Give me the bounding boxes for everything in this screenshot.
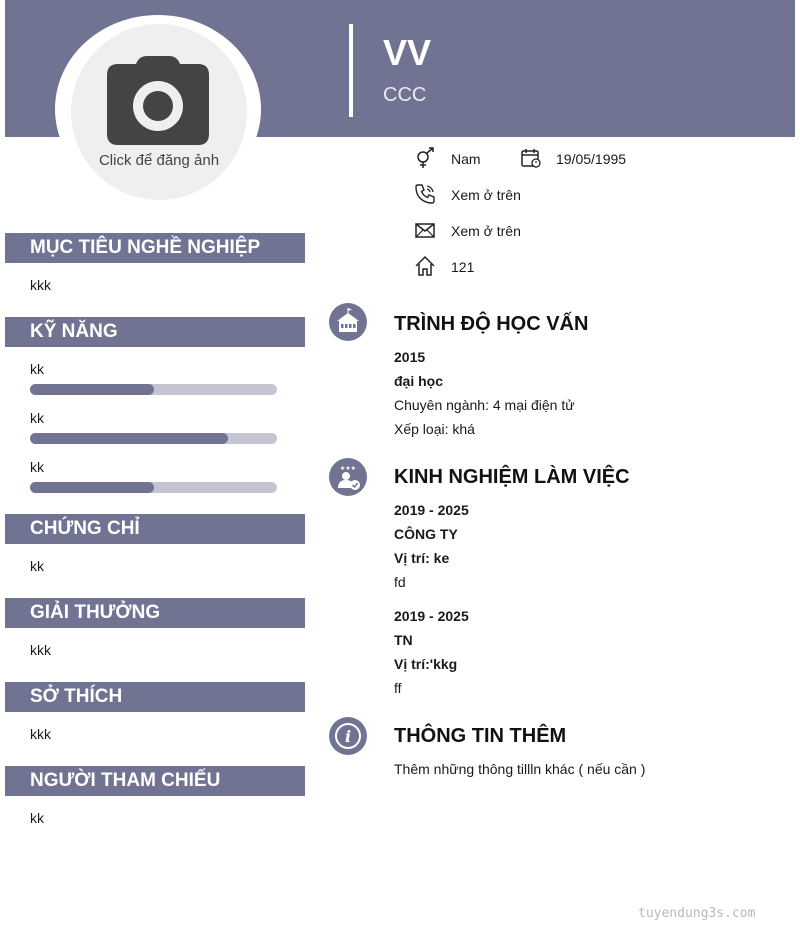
experience-position[interactable]: Vị trí:'kkg (394, 656, 458, 672)
education-school[interactable]: đại học (394, 373, 444, 389)
objective-heading: MỤC TIÊU NGHỀ NGHIỆP (5, 233, 305, 263)
experience-company[interactable]: CÔNG TY (394, 526, 458, 542)
experience-heading: KINH NGHIỆM LÀM VIỆC (394, 466, 630, 488)
certificates-heading: CHỨNG CHỈ (5, 514, 305, 544)
skill-label[interactable]: kk (30, 361, 44, 377)
education-year[interactable]: 2015 (394, 349, 426, 365)
experience-description[interactable]: fd (394, 574, 406, 590)
camera-icon (106, 54, 210, 146)
additional-text[interactable]: Thêm những thông tillln khác ( nếu cần ) (394, 761, 646, 777)
education-major[interactable]: Chuyên ngành: 4 mại điện tử (394, 397, 575, 413)
mail-icon (414, 219, 436, 241)
education-heading: TRÌNH ĐỘ HỌC VẤN (394, 313, 589, 335)
calendar-icon (520, 147, 542, 169)
info-icon (329, 717, 367, 755)
experience-company[interactable]: TN (394, 632, 413, 648)
phone-value[interactable]: Xem ở trên (451, 187, 521, 203)
additional-heading: THÔNG TIN THÊM (394, 725, 567, 747)
education-icon (329, 303, 367, 341)
skill-bar-fill (30, 384, 154, 395)
gender-icon (414, 147, 436, 169)
skill-bar (30, 384, 277, 395)
watermark: tuyendung3s.com (638, 906, 756, 921)
awards-text[interactable]: kkk (30, 642, 51, 658)
job-title[interactable]: CCC (383, 84, 427, 106)
experience-description[interactable]: ff (394, 680, 402, 696)
certificates-text[interactable]: kk (30, 558, 44, 574)
address-value[interactable]: 121 (451, 259, 475, 275)
experience-period[interactable]: 2019 - 2025 (394, 608, 469, 624)
avatar-upload[interactable] (71, 24, 247, 200)
education-grade[interactable]: Xếp loại: khá (394, 421, 475, 437)
experience-period[interactable]: 2019 - 2025 (394, 502, 469, 518)
skill-label[interactable]: kk (30, 459, 44, 475)
objective-text[interactable]: kkk (30, 277, 51, 293)
skill-label[interactable]: kk (30, 410, 44, 426)
birthday-value[interactable]: 19/05/1995 (556, 151, 627, 167)
references-heading: NGƯỜI THAM CHIẾU (5, 766, 305, 796)
home-icon (414, 255, 436, 277)
hobbies-text[interactable]: kkk (30, 726, 51, 742)
experience-icon (329, 458, 367, 496)
phone-icon (414, 183, 436, 205)
references-text[interactable]: kk (30, 810, 44, 826)
skill-bar (30, 433, 277, 444)
svg-text:★★★: ★★★ (339, 465, 357, 472)
candidate-name[interactable]: VV (383, 32, 432, 73)
experience-position[interactable]: Vị trí: ke (394, 550, 450, 566)
avatar-caption: Click để đăng ảnh (98, 152, 220, 169)
skills-heading: KỸ NĂNG (5, 317, 305, 347)
skill-bar-fill (30, 433, 228, 444)
gender-value[interactable]: Nam (451, 151, 481, 167)
skill-bar-fill (30, 482, 154, 493)
skill-bar (30, 482, 277, 493)
awards-heading: GIẢI THƯỞNG (5, 598, 305, 628)
hobbies-heading: SỞ THÍCH (5, 682, 305, 712)
header-divider (349, 24, 353, 117)
svg-text:i: i (344, 727, 352, 746)
email-value[interactable]: Xem ở trên (451, 223, 521, 239)
